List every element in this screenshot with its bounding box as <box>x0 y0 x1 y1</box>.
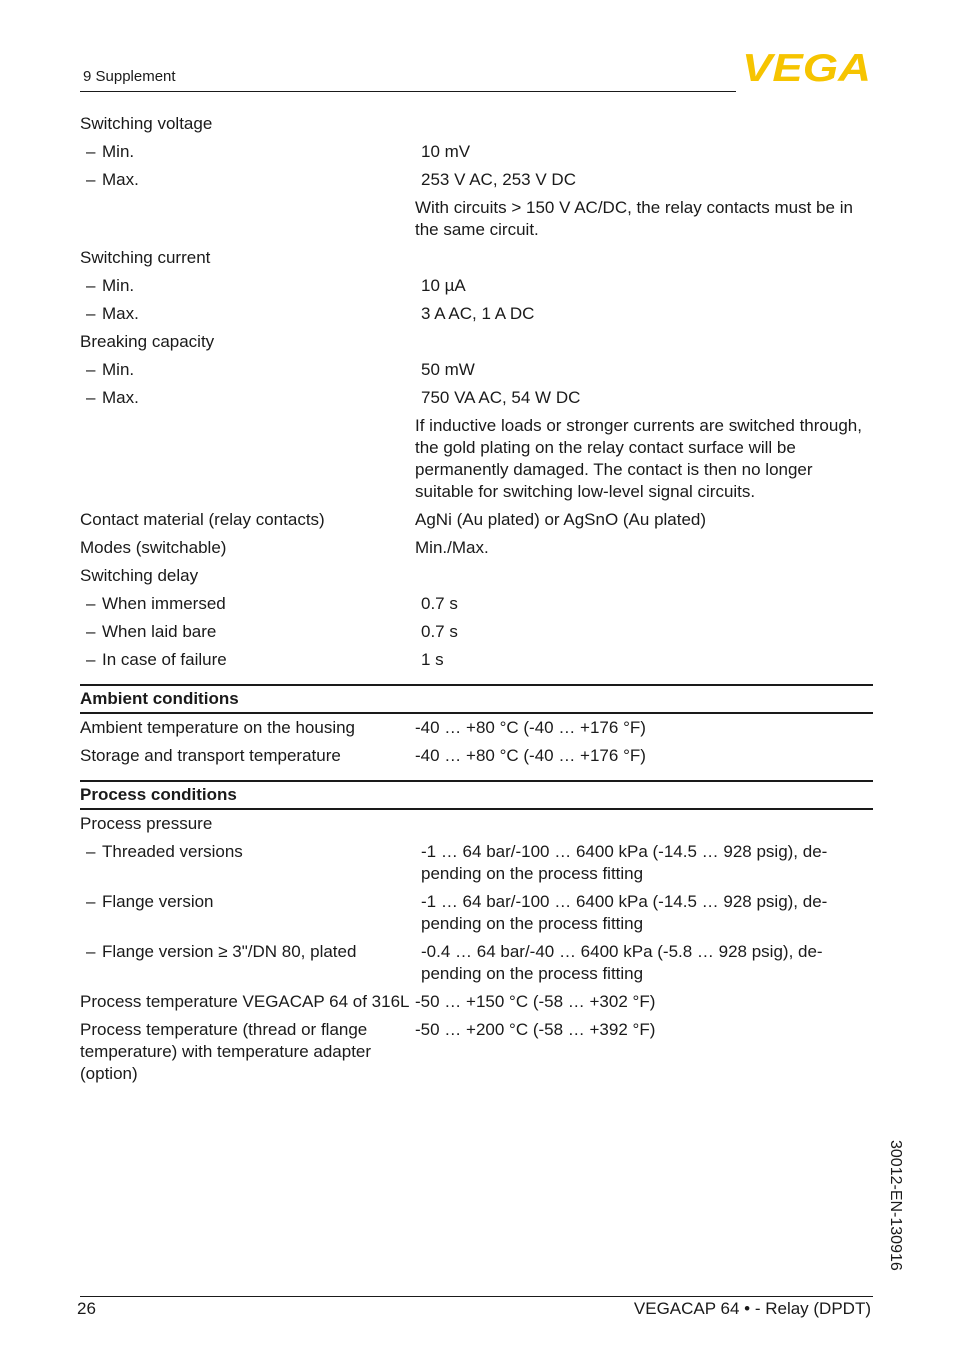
spec-label <box>80 141 421 163</box>
spec-label <box>80 565 415 587</box>
rows-group-ambient <box>80 714 873 770</box>
spec-row <box>80 810 873 838</box>
spec-label-text: Min. <box>102 142 135 161</box>
spec-label <box>80 941 421 985</box>
spec-label <box>80 303 421 325</box>
header-rule <box>80 91 736 92</box>
spec-value: Min./Max. <box>415 538 489 557</box>
dash-marker: – <box>86 650 96 669</box>
spec-value: -40 … +80 °C (-40 … +176 °F) <box>415 746 646 765</box>
spec-row <box>80 110 873 138</box>
document-code <box>884 1140 904 1290</box>
section-ambient-title: Ambient conditions <box>80 684 873 714</box>
spec-value <box>415 331 873 353</box>
spec-row <box>80 300 873 328</box>
spec-label <box>80 841 421 885</box>
spec-label-text: Switching voltage <box>80 114 213 133</box>
spec-row <box>80 138 873 166</box>
spec-label <box>80 113 415 135</box>
spec-label <box>80 745 415 767</box>
document-title: VEGACAP 64 • - Relay (DPDT) <box>633 1299 871 1318</box>
spec-value: -50 … +200 °C (-58 … +392 °F) <box>415 1020 656 1039</box>
spec-value: 10 µA <box>421 276 466 295</box>
dash-marker: – <box>86 276 96 295</box>
spec-row <box>80 938 873 988</box>
spec-label-text: In case of failure <box>102 650 227 669</box>
spec-label <box>80 387 421 409</box>
spec-label <box>80 813 415 835</box>
spec-value <box>415 247 873 269</box>
spec-label-text: Min. <box>102 360 135 379</box>
spec-label <box>80 891 421 935</box>
dash-marker: – <box>86 842 96 861</box>
document-code-text: 30012-EN-130916 <box>887 1140 904 1271</box>
spec-value: -1 … 64 bar/-100 … 6400 kPa (-14.5 … 928 psig), de-pending on the process fitting <box>421 842 828 883</box>
spec-content <box>80 110 873 1088</box>
spec-value: -0.4 … 64 bar/-40 … 6400 kPa (-5.8 … 928 psig), de-pending on the process fitting <box>421 942 823 983</box>
spec-row <box>80 384 873 412</box>
spec-row <box>80 194 873 244</box>
spec-row <box>80 838 873 888</box>
spec-value: 3 A AC, 1 A DC <box>421 304 535 323</box>
spec-label <box>80 331 415 353</box>
spec-row <box>80 412 873 506</box>
spec-row <box>80 272 873 300</box>
spec-label <box>80 169 421 191</box>
spec-row <box>80 742 873 770</box>
spec-row <box>80 618 873 646</box>
spec-value: 50 mW <box>421 360 475 379</box>
spec-value: -50 … +150 °C (-58 … +302 °F) <box>415 992 656 1011</box>
spec-label-text: Min. <box>102 276 135 295</box>
spec-label <box>80 275 421 297</box>
spec-value: 253 V AC, 253 V DC <box>421 170 576 189</box>
spec-row <box>80 988 873 1016</box>
rows-group-a <box>80 110 873 674</box>
spec-label-text: When immersed <box>102 594 226 613</box>
spec-label-text: Process temperature VEGACAP 64 of 316L <box>80 992 410 1011</box>
spec-label-text: Max. <box>102 388 139 407</box>
dash-marker: – <box>86 594 96 613</box>
spec-row <box>80 590 873 618</box>
spec-label <box>80 359 421 381</box>
spec-label-text: Max. <box>102 170 139 189</box>
spec-label-text: Storage and transport temperature <box>80 746 341 765</box>
spec-row <box>80 646 873 674</box>
spec-label <box>80 649 421 671</box>
spec-row <box>80 328 873 356</box>
spec-label <box>80 717 415 739</box>
spec-label-text: Flange version <box>102 892 214 911</box>
spec-row <box>80 244 873 272</box>
spec-value: 0.7 s <box>421 594 458 613</box>
footer-rule <box>80 1296 873 1297</box>
page-number: 26 <box>77 1299 96 1318</box>
spec-label-text: Threaded versions <box>102 842 243 861</box>
spec-row <box>80 562 873 590</box>
rows-group-process <box>80 810 873 1088</box>
spec-label <box>80 509 415 531</box>
spec-label-text: Switching delay <box>80 566 199 585</box>
dash-marker: – <box>86 170 96 189</box>
spec-label <box>80 247 415 269</box>
spec-value <box>415 813 873 835</box>
dash-marker: – <box>86 942 96 961</box>
spec-label-text: Modes (switchable) <box>80 538 227 557</box>
spec-label-text: Contact material (relay contacts) <box>80 510 325 529</box>
dash-marker: – <box>86 142 96 161</box>
spec-row <box>80 356 873 384</box>
dash-marker: – <box>86 304 96 323</box>
spec-value <box>415 565 873 587</box>
section-process-title: Process conditions <box>80 780 873 810</box>
spec-label-text: Max. <box>102 304 139 323</box>
spec-value: -40 … +80 °C (-40 … +176 °F) <box>415 718 646 737</box>
spec-value: 10 mV <box>421 142 471 161</box>
dash-marker: – <box>86 622 96 641</box>
spec-label-text: Flange version ≥ 3"/DN 80, plated <box>102 942 357 961</box>
spec-label-text: Process temperature (thread or flange temperature) with temperature adapter (option) <box>80 1020 372 1083</box>
spec-label-text: Process pressure <box>80 814 213 833</box>
dash-marker: – <box>86 360 96 379</box>
spec-row <box>80 714 873 742</box>
spec-label <box>80 415 415 503</box>
spec-value: 750 VA AC, 54 W DC <box>421 388 581 407</box>
spec-value <box>415 113 873 135</box>
spec-row <box>80 534 873 562</box>
dash-marker: – <box>86 388 96 407</box>
spec-row <box>80 506 873 534</box>
spec-label <box>80 621 421 643</box>
spec-label-text: Breaking capacity <box>80 332 215 351</box>
spec-label-text: Switching current <box>80 248 211 267</box>
spec-row <box>80 888 873 938</box>
spec-row <box>80 1016 873 1088</box>
spec-label <box>80 197 415 241</box>
spec-value: 1 s <box>421 650 444 669</box>
vega-logo <box>741 50 872 84</box>
vega-logo-text: VEGA <box>742 50 871 84</box>
spec-row <box>80 166 873 194</box>
spec-label-text: Ambient temperature on the housing <box>80 718 356 737</box>
spec-value: With circuits > 150 V AC/DC, the relay contacts must be in the same circuit. <box>415 198 853 239</box>
spec-value: 0.7 s <box>421 622 458 641</box>
spec-label <box>80 593 421 615</box>
spec-value: AgNi (Au plated) or AgSnO (Au plated) <box>415 510 707 529</box>
dash-marker: – <box>86 892 96 911</box>
spec-label <box>80 537 415 559</box>
header-section-label: 9 Supplement <box>83 68 176 85</box>
spec-value: -1 … 64 bar/-100 … 6400 kPa (-14.5 … 928 psig), de-pending on the process fitting <box>421 892 828 933</box>
spec-label <box>80 991 415 1013</box>
spec-value: If inductive loads or stronger currents are switched through, the gold plating on the relay contact surface will be permanently damaged. The contact is then no longer suitable for switching low-level signal circuits. <box>415 416 862 501</box>
spec-label-text: When laid bare <box>102 622 217 641</box>
spec-label <box>80 1019 415 1085</box>
